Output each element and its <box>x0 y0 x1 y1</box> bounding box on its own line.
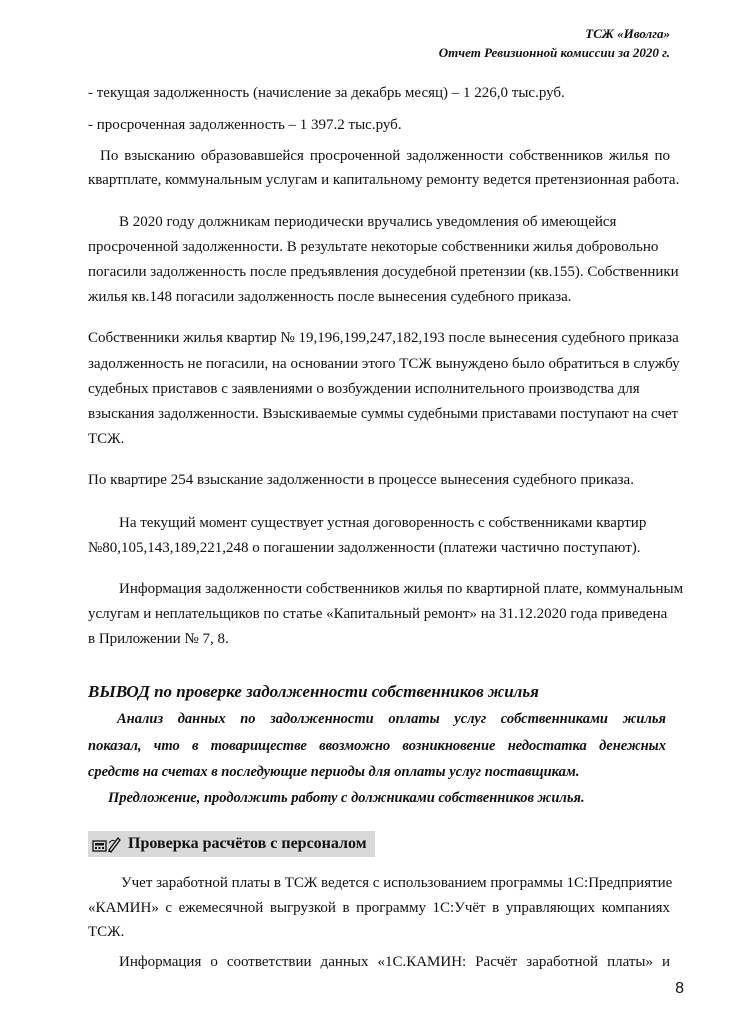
info-line-1: Информация задолженности собственников жилья по квартирной плате, коммунальным <box>119 581 684 597</box>
bailiffs-line-1: Собственники жилья квартир № 19,196,199,247,182,193 после вынесения судебного приказа <box>88 330 679 346</box>
payroll-line-4: Информация о соответствии данных «1С.КАМИН: Расчёт заработной платы» и <box>119 954 670 970</box>
bailiffs-line-2: задолженность не погасили, на основании этого ТСЖ вынуждено было обратиться в службу <box>88 356 680 372</box>
notices-line-3: погасили задолженность после предъявления досудебной претензии (кв.155). Собственники <box>88 264 679 280</box>
notices-line-1: В 2020 году должникам периодически вручались уведомления об имеющейся <box>119 214 617 230</box>
info-line-2: услугам и неплательщиков по статье «Капитальный ремонт» на 31.12.2020 года приведена <box>88 606 668 622</box>
claims-line-1: По взысканию образовавшейся просроченной задолженности собственников жилья по <box>100 148 670 164</box>
bailiffs-line-5: ТСЖ. <box>88 431 125 447</box>
notices-line-2: просроченной задолженности. В результате некоторые собственники жилья добровольно <box>88 239 659 255</box>
bailiffs-line-4: взыскания задолженности. Взыскиваемые суммы судебными приставами поступают на счет <box>88 406 679 422</box>
notices-line-4: жилья кв.148 погасили задолженность после вынесения судебного приказа. <box>88 289 572 305</box>
bailiffs-line-3: судебных приставов с заявлениями о возбуждении исполнительного производства для <box>88 381 640 397</box>
header-org: ТСЖ «Иволга» <box>585 26 670 41</box>
section-heading <box>88 831 375 857</box>
calculator-pen-icon <box>92 835 122 853</box>
section-title: Проверка расчётов с персоналом <box>128 835 367 852</box>
payroll-line-3: ТСЖ. <box>88 924 125 940</box>
conclusion-title: ВЫВОД по проверке задолженности собственников жилья <box>88 682 539 701</box>
conclusion-line-3: средств на счетах в последующие периоды для оплаты услуг поставщикам. <box>88 764 580 780</box>
payroll-line-2: «КАМИН» с ежемесячной выгрузкой в программу 1С:Учёт в управляющих компаниях <box>88 900 670 916</box>
debt-current: - текущая задолженность (начисление за декабрь месяц) – 1 226,0 тыс.руб. <box>88 85 565 101</box>
conclusion-line-1: Анализ данных по задолженности оплаты услуг собственниками жилья <box>117 711 666 727</box>
claims-line-2: квартплате, коммунальным услугам и капитальному ремонту ведется претензионная работа. <box>88 172 680 188</box>
agreement-line-2: №80,105,143,189,221,248 о погашении задолженности (платежи частично поступают). <box>88 540 641 556</box>
conclusion-line-2: показал, что в товариществе ввозможно возникновение недостатка денежных <box>88 738 666 754</box>
header-report-title: Отчет Ревизионной комиссии за 2020 г. <box>438 45 670 60</box>
info-line-3: в Приложении № 7, 8. <box>88 631 229 647</box>
payroll-line-1: Учет заработной платы в ТСЖ ведется с использованием программы 1С:Предприятие <box>121 875 673 891</box>
debt-overdue: - просроченная задолженность – 1 397.2 тыс.руб. <box>88 117 402 133</box>
agreement-line-1: На текущий момент существует устная договоренность с собственниками квартир <box>119 515 647 531</box>
conclusion-proposal: Предложение, продолжить работу с должниками собственников жилья. <box>108 790 585 806</box>
apartment-254-line: По квартире 254 взыскание задолженности в процессе вынесения судебного приказа. <box>88 472 634 488</box>
page-number: 8 <box>675 980 684 997</box>
